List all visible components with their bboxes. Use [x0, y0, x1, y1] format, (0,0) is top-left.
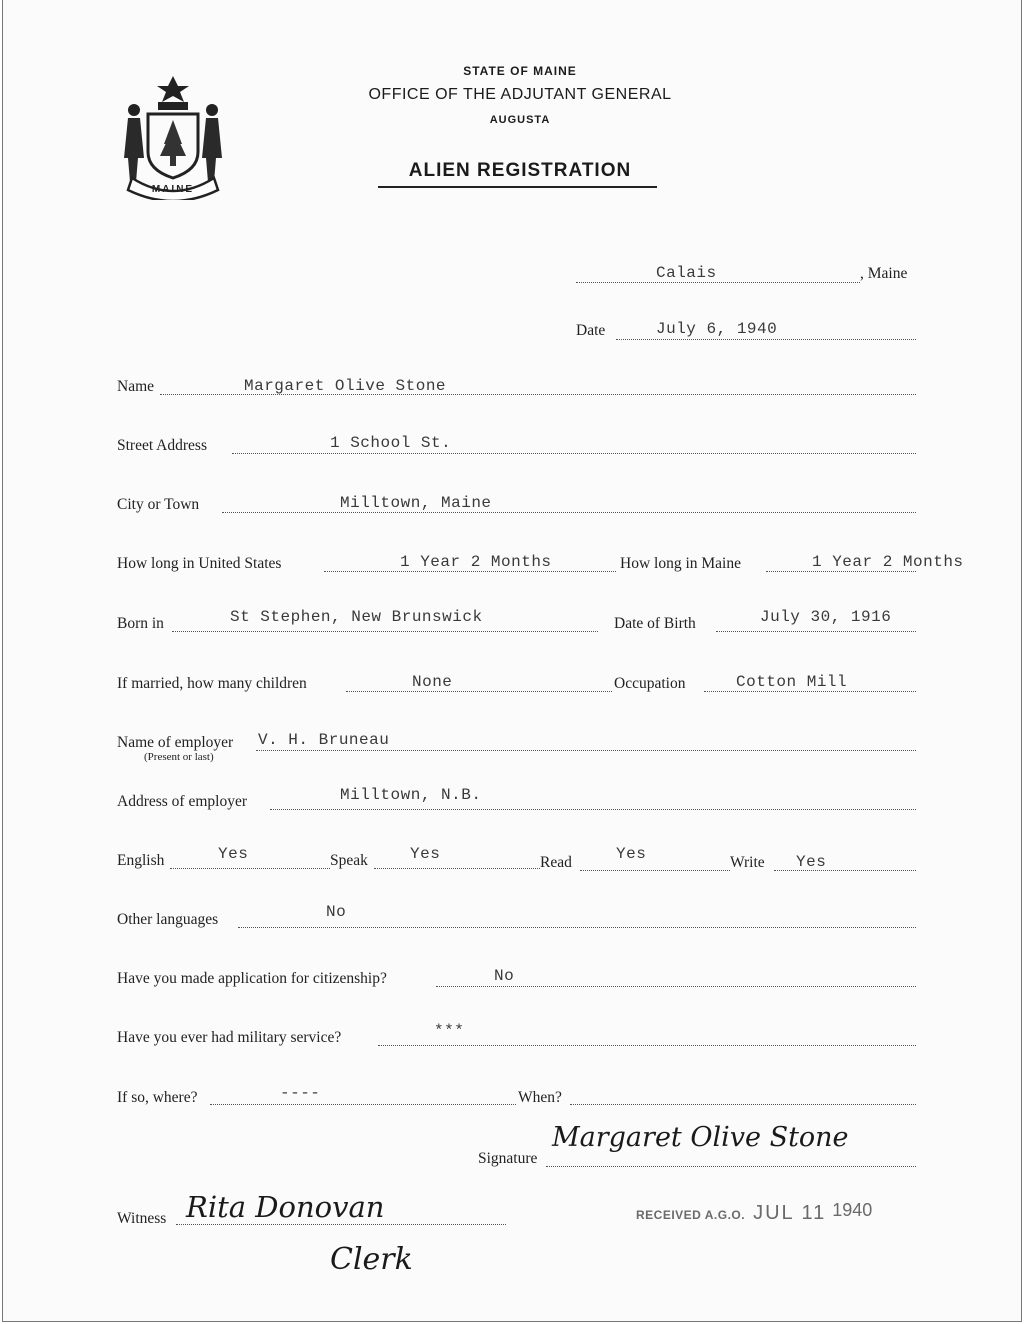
speak-label: Speak: [330, 852, 368, 869]
children-label: If married, how many children: [117, 675, 307, 692]
where-label: If so, where?: [117, 1089, 198, 1106]
witness-signature[interactable]: Rita Donovan: [186, 1190, 385, 1224]
place-suffix: , Maine: [860, 265, 908, 282]
seal-banner-text: MAINE: [151, 184, 195, 195]
employer-address-label: Address of employer: [117, 793, 247, 810]
other-languages-value[interactable]: No: [326, 903, 347, 921]
english-value[interactable]: Yes: [218, 845, 249, 863]
street-address-value[interactable]: 1 School St.: [330, 434, 452, 452]
employer-label: Name of employer: [117, 734, 234, 751]
how-long-maine-label: How long in Maine: [620, 555, 741, 572]
military-dotted-line: [378, 1045, 916, 1046]
other-languages-label: Other languages: [117, 911, 219, 928]
city-label: City or Town: [117, 496, 200, 513]
date-dotted-line: [616, 339, 916, 340]
children-value[interactable]: None: [412, 673, 453, 691]
date-of-birth-value[interactable]: July 30, 1916: [760, 608, 892, 626]
stamp-received-text: RECEIVED A.G.O.: [636, 1208, 746, 1222]
witness-dotted-line: [176, 1224, 506, 1225]
write-label: Write: [730, 854, 765, 871]
office-heading: OFFICE OF THE ADJUTANT GENERAL: [368, 86, 672, 103]
other-languages-dotted-line: [238, 927, 916, 928]
english-dotted-line: [170, 868, 330, 869]
witness-label: Witness: [117, 1210, 167, 1227]
read-label: Read: [540, 854, 572, 871]
city-value[interactable]: Milltown, Maine: [340, 494, 492, 512]
military-label: Have you ever had military service?: [117, 1029, 342, 1046]
dob-dotted-line: [716, 631, 916, 632]
how-long-us-dotted-line: [324, 571, 616, 572]
when-label: When?: [518, 1089, 562, 1106]
state-heading: STATE OF MAINE: [463, 64, 577, 78]
employer-value[interactable]: V. H. Bruneau: [258, 731, 390, 749]
title-underline: [378, 186, 657, 188]
street-dotted-line: [232, 453, 916, 454]
citizenship-label: Have you made application for citizenship?: [117, 970, 387, 987]
received-stamp: [636, 1200, 872, 1225]
place-dotted-line: [576, 282, 860, 283]
signature-label: Signature: [478, 1150, 538, 1167]
speak-value[interactable]: Yes: [410, 845, 441, 863]
where-value[interactable]: ----: [280, 1084, 321, 1102]
citizenship-dotted-line: [436, 986, 916, 987]
read-value[interactable]: Yes: [616, 845, 647, 863]
form-title: ALIEN REGISTRATION: [408, 160, 632, 181]
occupation-label: Occupation: [614, 675, 686, 692]
how-long-maine-value[interactable]: 1 Year 2 Months: [812, 553, 964, 571]
city-dotted-line: [222, 512, 916, 513]
read-dotted-line: [580, 870, 730, 871]
date-of-birth-label: Date of Birth: [614, 615, 696, 632]
name-value[interactable]: Margaret Olive Stone: [244, 377, 447, 395]
employer-dotted-line: [256, 750, 916, 751]
date-value[interactable]: July 6, 1940: [656, 320, 778, 338]
occupation-value[interactable]: Cotton Mill: [736, 673, 848, 691]
write-value[interactable]: Yes: [796, 853, 827, 871]
born-in-value[interactable]: St Stephen, New Brunswick: [230, 608, 483, 626]
employer-address-dotted-line: [270, 809, 916, 810]
name-label: Name: [117, 378, 155, 395]
street-address-label: Street Address: [117, 437, 207, 454]
citizenship-value[interactable]: No: [494, 967, 515, 985]
employer-address-value[interactable]: Milltown, N.B.: [340, 786, 482, 804]
city-heading: AUGUSTA: [489, 114, 551, 126]
how-long-us-value[interactable]: 1 Year 2 Months: [400, 553, 552, 571]
witness-title: Clerk: [330, 1242, 413, 1277]
born-in-dotted-line: [172, 631, 598, 632]
how-long-maine-dotted-line: [766, 571, 916, 572]
stamp-year: 1940: [832, 1200, 873, 1220]
where-dotted-line: [210, 1104, 516, 1105]
signature-dotted-line: [546, 1166, 916, 1167]
stamp-date: JUL 11: [753, 1202, 827, 1224]
english-label: English: [117, 852, 165, 869]
speak-dotted-line: [374, 868, 540, 869]
signature-value[interactable]: Margaret Olive Stone: [552, 1122, 849, 1153]
place-value[interactable]: Calais: [656, 264, 717, 282]
children-dotted-line: [346, 691, 612, 692]
when-dotted-line: [570, 1104, 916, 1105]
maine-state-seal: [118, 72, 228, 200]
military-value[interactable]: ***: [434, 1022, 465, 1040]
date-label: Date: [576, 322, 606, 339]
how-long-us-label: How long in United States: [117, 555, 282, 572]
occupation-dotted-line: [704, 691, 916, 692]
employer-sublabel: (Present or last): [144, 751, 214, 763]
born-in-label: Born in: [117, 615, 164, 632]
